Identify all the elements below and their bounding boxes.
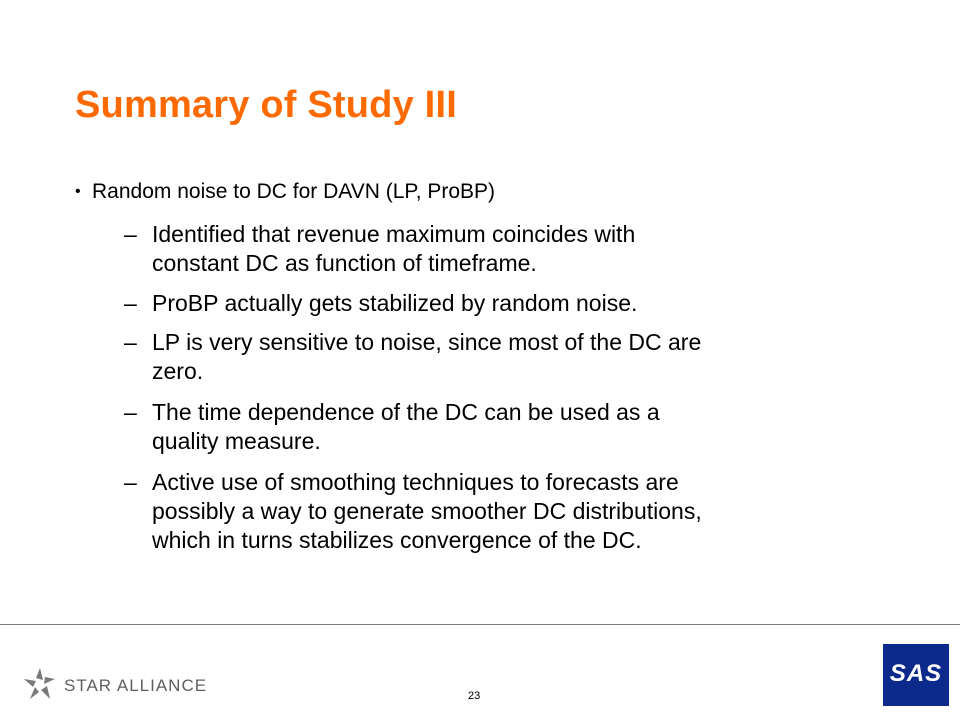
footer-divider — [0, 624, 960, 625]
dash-marker: – — [124, 290, 137, 316]
sas-logo — [883, 644, 949, 706]
subpoint — [152, 468, 872, 555]
bullet-marker: • — [75, 183, 81, 200]
bullet-main: Random noise to DC for DAVN (LP, ProBP) — [92, 180, 496, 203]
subpoint — [152, 328, 872, 386]
subpoint-line: ProBP actually gets stabilized by random noise. — [152, 290, 638, 316]
page-number: 23 — [468, 690, 481, 702]
subpoint-line: possibly a way to generate smoother DC distributions, — [152, 498, 702, 524]
subpoint-line: LP is very sensitive to noise, since most of the DC are — [152, 329, 702, 355]
dash-marker: – — [124, 399, 137, 425]
subpoint-line: The time dependence of the DC can be used as a — [152, 399, 660, 425]
slide-title: Summary of Study III — [75, 84, 457, 126]
subpoint-line: zero. — [152, 358, 204, 384]
subpoint-line: which in turns stabilizes convergence of the DC. — [152, 527, 642, 553]
star-alliance-wordmark: STAR ALLIANCE — [64, 676, 208, 695]
subpoint-line: Identified that revenue maximum coincides with — [152, 221, 636, 247]
subpoint-line: quality measure. — [152, 428, 321, 454]
sas-logo-text: SAS — [889, 660, 943, 687]
subpoint — [152, 289, 872, 318]
dash-marker: – — [124, 329, 137, 355]
dash-marker: – — [124, 221, 137, 247]
star-alliance-logo-icon — [22, 666, 58, 702]
subpoint — [152, 220, 872, 278]
subpoint-line: constant DC as function of timeframe. — [152, 250, 537, 276]
dash-marker: – — [124, 469, 137, 495]
subpoint — [152, 398, 872, 456]
subpoint-line: Active use of smoothing techniques to forecasts are — [152, 469, 679, 495]
